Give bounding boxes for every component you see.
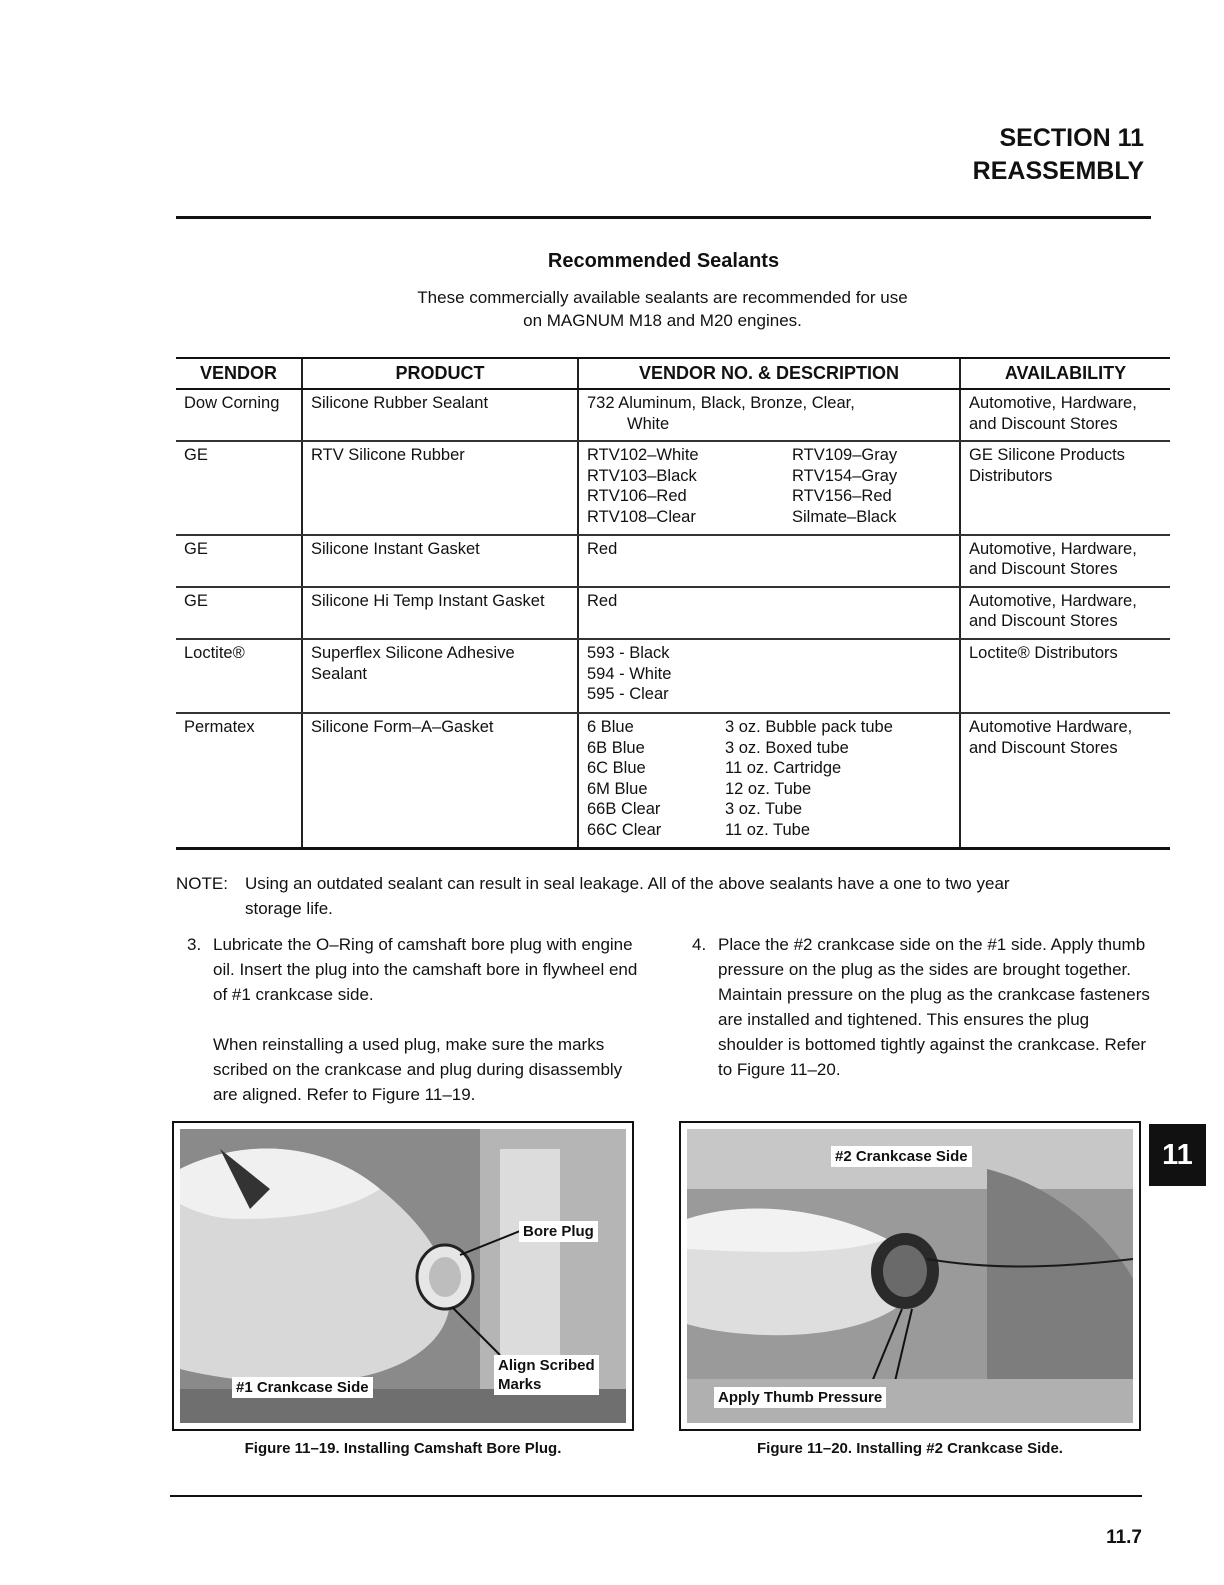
desc-item: 66B Clear: [587, 800, 661, 819]
cell-product: RTV Silicone Rubber: [302, 441, 578, 534]
avail-line: Automotive, Hardware,: [969, 394, 1137, 412]
desc-item: 6C Blue: [587, 759, 646, 778]
cell-product: [302, 639, 578, 713]
cell-description: Red: [578, 535, 960, 587]
figure-caption-11-20: Figure 11–20. Installing #2 Crankcase Side.: [757, 1440, 1063, 1457]
label-crankcase-1: #1 Crankcase Side: [232, 1377, 373, 1398]
cell-vendor: Loctite®: [176, 639, 302, 713]
desc-line: 595 - Clear: [587, 685, 669, 704]
cell-vendor: GE: [176, 587, 302, 639]
desc-item: 6 Blue: [587, 717, 634, 736]
desc-line: 594 - White: [587, 664, 672, 683]
desc-line: White: [627, 414, 670, 433]
section-title: REASSEMBLY: [972, 157, 1144, 185]
table-row: [176, 587, 1170, 639]
cell-vendor: Permatex: [176, 713, 302, 848]
product-line: Superflex Silicone Adhesive: [311, 643, 515, 662]
table-intro: [300, 286, 1025, 332]
desc-line: 732 Aluminum, Black, Bronze, Clear,: [587, 394, 855, 412]
cell-availability: Loctite® Distributors: [960, 639, 1170, 713]
table-row: [176, 441, 1170, 534]
top-rule: [176, 216, 1151, 219]
step-number: 4.: [692, 935, 707, 954]
table-intro-line: These commercially available sealants are recommended for use: [417, 288, 908, 307]
desc-line: 593 - Black: [587, 643, 670, 662]
avail-line: and Discount Stores: [969, 560, 1118, 579]
cell-vendor: GE: [176, 441, 302, 534]
desc-item: RTV154–Gray: [792, 466, 898, 485]
bottom-rule: [170, 1495, 1142, 1497]
desc-item: 3 oz. Bubble pack tube: [725, 717, 893, 736]
step-4: [692, 932, 1150, 1082]
avail-line: Automotive, Hardware,: [969, 591, 1137, 610]
label-thumb-pressure: Apply Thumb Pressure: [714, 1387, 886, 1408]
step-number: 3.: [187, 935, 202, 954]
cell-description: [578, 441, 960, 534]
desc-item: 11 oz. Tube: [725, 820, 811, 839]
sealants-table: [176, 357, 1170, 850]
table-row: [176, 535, 1170, 587]
header-description: VENDOR NO. & DESCRIPTION: [578, 358, 960, 389]
note: [176, 871, 1136, 921]
step-body: [213, 932, 639, 1107]
figure-11-19: [172, 1121, 634, 1431]
desc-item: 6M Blue: [587, 779, 648, 798]
cell-availability: [960, 713, 1170, 848]
desc-item: RTV156–Red: [792, 487, 892, 506]
avail-line: and Discount Stores: [969, 738, 1118, 757]
product-line: Sealant: [311, 664, 367, 683]
cell-product: Silicone Form–A–Gasket: [302, 713, 578, 848]
desc-item: RTV109–Gray: [792, 446, 898, 465]
figure-11-20: [679, 1121, 1141, 1431]
cell-vendor: GE: [176, 535, 302, 587]
label-bore-plug: Bore Plug: [519, 1221, 598, 1242]
label-line: Align Scribed: [498, 1357, 595, 1374]
header-product: PRODUCT: [302, 358, 578, 389]
cell-vendor: Dow Corning: [176, 389, 302, 441]
avail-line: Automotive Hardware,: [969, 717, 1133, 736]
desc-item: RTV106–Red: [587, 487, 687, 506]
cell-product: Silicone Instant Gasket: [302, 535, 578, 587]
step-body: [718, 932, 1150, 1082]
section-heading: [973, 122, 1144, 188]
desc-item: 66C Clear: [587, 820, 662, 839]
desc-item: 12 oz. Tube: [725, 779, 812, 798]
table-intro-line: on MAGNUM M18 and M20 engines.: [523, 311, 802, 330]
step-paragraph: Place the #2 crankcase side on the #1 side. Apply thumb pressure on the plug as the sides are brought together. Maintain pressure on the plug as the crankcase fasteners are installed and tightened. This ensures the plug shoulder is bottomed tightly against the crankcase. Refer to Figure 11–20.: [718, 935, 1150, 1079]
header-availability: AVAILABILITY: [960, 358, 1170, 389]
cell-description: [578, 389, 960, 441]
avail-line: and Discount Stores: [969, 414, 1118, 433]
table-header-row: [176, 358, 1170, 389]
desc-item: 3 oz. Boxed tube: [725, 738, 849, 757]
step-3: [187, 932, 639, 1107]
desc-grid: [587, 445, 951, 527]
section-tab: 11: [1149, 1124, 1206, 1186]
desc-item: 6B Blue: [587, 738, 645, 757]
desc-item: RTV103–Black: [587, 466, 697, 485]
cell-availability: [960, 535, 1170, 587]
cell-product: Silicone Hi Temp Instant Gasket: [302, 587, 578, 639]
label-line: Marks: [498, 1376, 542, 1393]
cell-availability: [960, 389, 1170, 441]
desc-item: 11 oz. Cartridge: [725, 759, 842, 778]
cell-description: Red: [578, 587, 960, 639]
section-number: SECTION 11: [999, 124, 1144, 152]
note-label: NOTE:: [176, 874, 228, 893]
note-text-cont: storage life.: [245, 899, 333, 918]
desc-item: 3 oz. Tube: [725, 800, 803, 819]
cell-description: [578, 713, 960, 848]
cell-availability: [960, 441, 1170, 534]
desc-item: RTV108–Clear: [587, 507, 696, 526]
avail-line: GE Silicone Products: [969, 446, 1125, 465]
cell-product: Silicone Rubber Sealant: [302, 389, 578, 441]
desc-item: Silmate–Black: [792, 507, 897, 526]
camshaft-plug-photo: [180, 1129, 626, 1423]
cell-description: [578, 639, 960, 713]
step-paragraph: Lubricate the O–Ring of camshaft bore plug with engine oil. Insert the plug into the camshaft bore in flywheel end of #1 crankcase side.: [213, 935, 638, 1004]
table-row: [176, 713, 1170, 848]
table-row: [176, 389, 1170, 441]
header-vendor: VENDOR: [176, 358, 302, 389]
table-row: [176, 639, 1170, 713]
label-crankcase-2: #2 Crankcase Side: [831, 1146, 972, 1167]
note-text: Using an outdated sealant can result in seal leakage. All of the above sealants have a one to two year: [245, 874, 1010, 893]
avail-line: and Discount Stores: [969, 612, 1118, 631]
desc-item: RTV102–White: [587, 446, 699, 465]
table-title: Recommended Sealants: [547, 250, 780, 272]
crankcase-illustration: [687, 1129, 1133, 1423]
cell-availability: [960, 587, 1170, 639]
desc-grid: [587, 717, 951, 841]
step-paragraph: When reinstalling a used plug, make sure the marks scribed on the crankcase and plug during disassembly are aligned. Refer to Figure 11–19.: [213, 1035, 623, 1104]
crankcase-photo: [687, 1129, 1133, 1423]
page-number: 11.7: [1106, 1527, 1142, 1548]
avail-line: Automotive, Hardware,: [969, 539, 1137, 558]
label-align-marks: [494, 1355, 599, 1395]
figure-caption-11-19: Figure 11–19. Installing Camshaft Bore Plug.: [244, 1440, 562, 1457]
avail-line: Distributors: [969, 466, 1053, 485]
